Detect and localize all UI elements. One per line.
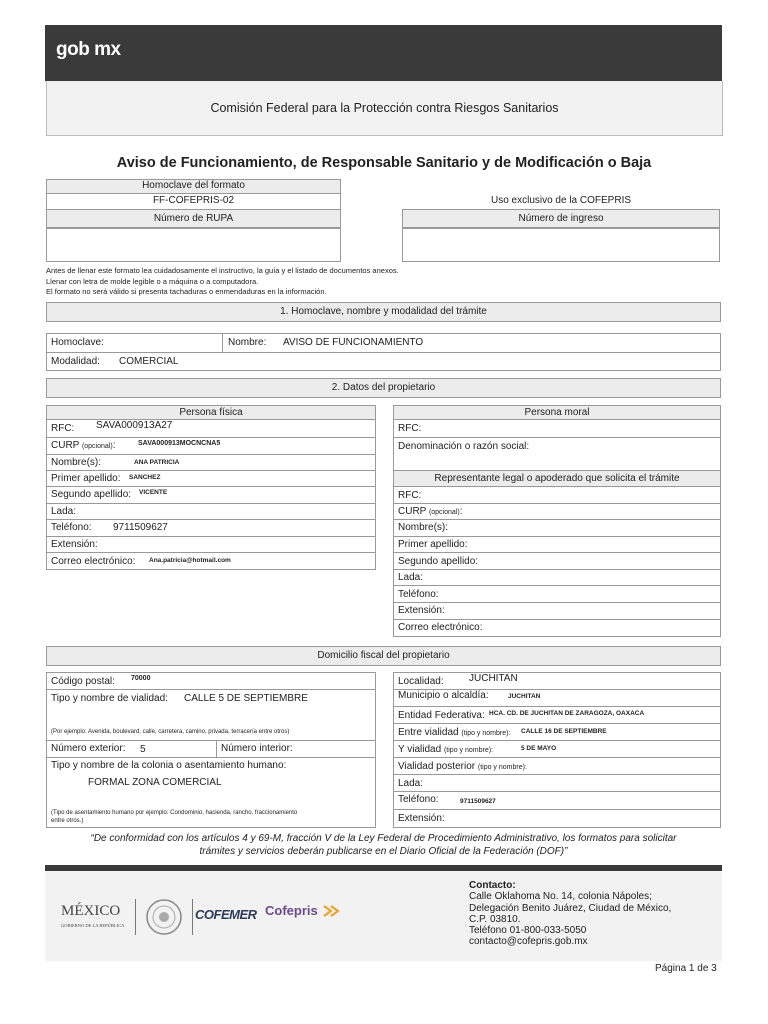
moral-rfc-label: RFC: [398,423,422,434]
homoclave-format-value: FF-COFEPRIS-02 [152,195,235,206]
domicilio-telefono-value[interactable]: 9711509627 [460,798,496,805]
vialidad-value[interactable]: CALLE 5 DE SEPTIEMBRE [184,693,308,704]
legal-quote-line: trámites y servicios deberán publicarse en el Diario Oficial de la Federación (DOF)” [199,846,568,857]
instruction-line: Antes de llenar este formato lea cuidadosamente el instructivo, la guía y el listado de documentos anexos. [46,266,399,275]
rupa-field[interactable] [46,228,341,262]
entre-vialidad-label: Entre vialidad (tipo y nombre): [398,727,511,738]
contact-email[interactable]: contacto@cofepris.gob.mx [469,936,588,948]
fisica-correo-value[interactable]: Ana.patricia@hotmail.com [149,557,231,564]
domicilio-telefono-label: Teléfono: [398,794,439,805]
domicilio-lada-label: Lada: [398,778,424,789]
rep-primer-label: Primer apellido: [398,539,468,550]
fisica-segundo-label: Segundo apellido: [51,489,132,500]
fisica-lada-label: Lada: [51,506,77,517]
colonia-example-cont: entre otros.) [51,818,84,824]
cp-label: Código postal: [51,676,115,687]
section2-header: 2. Datos del propietario [46,378,721,398]
vialidad-label: Tipo y nombre de vialidad: [51,693,168,704]
section1-header: 1. Homoclave, nombre y modalidad del trámite [46,302,721,322]
cp-value[interactable]: 70000 [131,675,151,682]
fisica-rfc-label: RFC: [51,423,75,434]
gobierno-text: GOBIERNO DE LA REPÚBLICA [61,923,125,928]
contact-address: C.P. 03810. [469,913,521,925]
rep-rfc-label: RFC: [398,490,422,501]
contact-phone: Teléfono 01-800-033-5050 [469,925,587,937]
nombre-value[interactable]: AVISO DE FUNCIONAMIENTO [283,337,424,348]
mexico-logo: MÉXICO [61,903,121,919]
legal-quote [46,832,721,858]
fisica-rfc-value[interactable]: SAVA000913A27 [96,420,173,431]
fisica-primer-value[interactable]: SANCHEZ [129,474,161,481]
form-title: Aviso de Funcionamiento, de Responsable Sanitario y de Modificación o Baja [116,155,652,171]
ingreso-field [402,228,720,262]
representante-header: Representante legal o apoderado que solicita el trámite [434,473,680,484]
fisica-segundo-value[interactable]: VICENTE [139,489,168,496]
num-ext-value[interactable]: 5 [140,744,146,755]
entidad-value[interactable]: HCA. CD. DE JUCHITAN DE ZARAGOZA, OAXACA [489,710,645,717]
y-vialidad-label: Y vialidad (tipo y nombre): [398,744,493,755]
gobmx-logo[interactable]: gob mx [56,39,121,60]
instructions [46,266,399,298]
header-bar [45,25,722,81]
domicilio-header: Domicilio fiscal del propietario [46,646,721,666]
rupa-label: Número de RUPA [153,213,234,224]
fisica-primer-label: Primer apellido: [51,473,121,484]
localidad-value[interactable]: JUCHITAN [469,673,518,684]
legal-quote-line: “De conformidad con los artículos 4 y 69-M, fracción V de la Ley Federal de Procedimiento Administrativo, los formatos para solicitar [90,833,677,844]
cofepris-arrow-icon [322,904,344,918]
colonia-label: Tipo y nombre de la colonia o asentamiento humano: [51,760,287,771]
contact-address: Calle Oklahoma No. 14, colonia Nápoles; [469,891,652,903]
rep-nombre-label: Nombre(s): [398,522,449,533]
national-seal-icon [145,898,183,936]
domicilio-extension-label: Extensión: [398,813,445,824]
ingreso-label: Número de ingreso [518,213,604,224]
fisica-curp-value[interactable]: SAVA000913MOCNCNA5 [138,440,221,447]
fisica-nombre-label: Nombre(s): [51,457,102,468]
rep-segundo-label: Segundo apellido: [398,556,479,567]
contact-block [469,880,671,948]
fisica-curp-label: CURP (opcional): [51,440,116,451]
rep-lada-label: Lada: [398,572,424,583]
vialidad-posterior-label: Vialidad posterior (tipo y nombre): [398,761,527,772]
instruction-line: El formato no será válido si presenta tachaduras o enmendaduras en la información. [46,287,327,296]
rep-curp-label: CURP (opcional): [398,506,463,517]
contact-title: Contacto: [469,880,516,891]
persona-moral-header: Persona moral [524,407,590,418]
fisica-telefono-label: Teléfono: [51,522,92,533]
rep-telefono-label: Teléfono: [398,589,439,600]
page-number: Página 1 de 3 [655,963,717,974]
nombre-label: Nombre: [228,337,267,348]
num-ext-label: Número exterior: [51,743,126,754]
modalidad-label: Modalidad: [51,356,100,367]
municipio-value[interactable]: JUCHITAN [508,693,541,700]
cofepris-exclusive-label: Uso exclusivo de la COFEPRIS [490,195,632,206]
fisica-correo-label: Correo electrónico: [51,556,136,567]
cofemer-logo: COFEMER [195,907,257,922]
homoclave-label: Homoclave: [51,337,104,348]
fisica-extension-label: Extensión: [51,539,98,550]
fisica-nombre-value[interactable]: ANA PATRICIA [134,459,180,466]
footer [45,871,722,961]
num-int-label: Número interior: [221,743,293,754]
fisica-telefono-value[interactable]: 9711509627 [113,522,168,533]
contact-address: Delegación Benito Juárez, Ciudad de México, [469,902,672,914]
rep-correo-label: Correo electrónico: [398,622,483,633]
colonia-example: (Tipo de asentamiento humano por ejemplo: Condominio, hacienda, rancho, fraccionamiento [51,810,298,816]
instruction-line: Llenar con letra de molde legible o a máquina o a computadora. [46,276,259,286]
persona-fisica-header: Persona física [179,407,243,418]
municipio-label: Municipio o alcaldía: [398,690,489,701]
entidad-label: Entidad Federativa: [398,710,485,721]
vialidad-example: (Por ejemplo: Avenida, boulevard, calle, carretera, camino, privada, terracería entre otros) [51,729,290,735]
moral-denominacion-label: Denominación o razón social: [398,441,530,452]
y-vialidad-value[interactable]: 5 DE MAYO [521,745,557,752]
entre-vialidad-value[interactable]: CALLE 16 DE SEPTIEMBRE [521,728,607,735]
agency-name: Comisión Federal para la Protección contra Riesgos Sanitarios [46,81,723,136]
cofepris-logo: Cofepris [265,903,318,918]
colonia-value[interactable]: FORMAL ZONA COMERCIAL [88,777,222,788]
localidad-label: Localidad: [398,676,444,687]
homoclave-format-label: Homoclave del formato [142,180,245,191]
modalidad-value[interactable]: COMERCIAL [119,356,179,367]
rep-extension-label: Extensión: [398,605,445,616]
